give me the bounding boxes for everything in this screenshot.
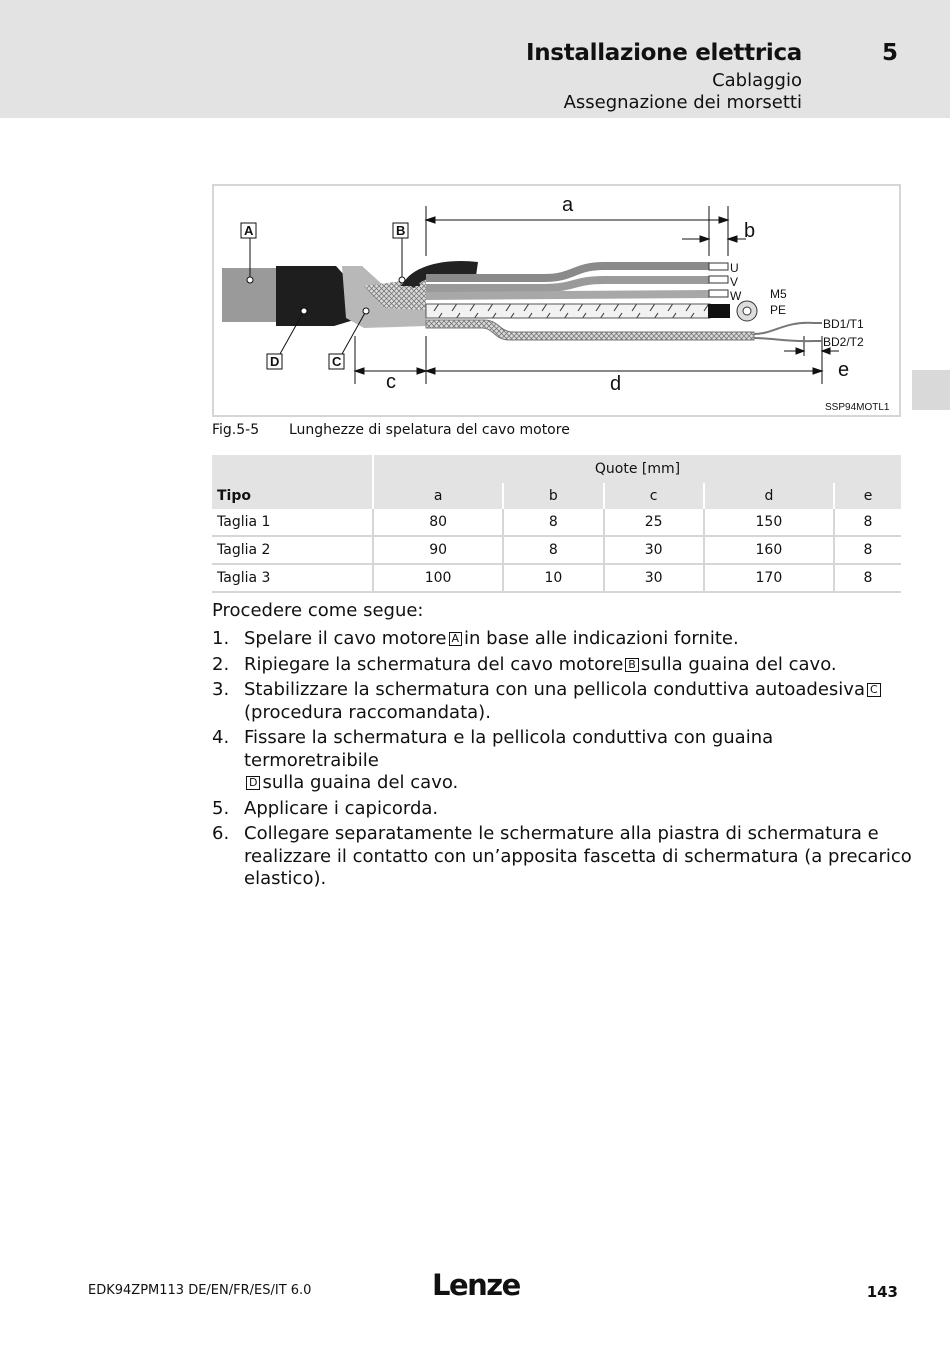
col-header-tipo: Tipo [212, 483, 373, 509]
figure-number: Fig.5-5 [212, 422, 260, 438]
procedure-intro: Procedere come segue: [212, 600, 424, 621]
cell-b: 8 [503, 509, 603, 536]
wire-u-label: U [730, 261, 739, 275]
step-text: Spelare il cavo motore [244, 628, 447, 649]
step-text: Stabilizzare la schermatura con una pellicola conduttiva autoadesiva [244, 679, 865, 700]
cable-diagram [214, 186, 899, 415]
cable-stripping-figure [212, 184, 901, 417]
col-header-b: b [503, 483, 603, 509]
cable-sheath [222, 268, 284, 322]
step-text: Applicare i capicorda. [244, 797, 439, 819]
cell-tipo: Taglia 1 [212, 509, 373, 536]
cell-tipo: Taglia 3 [212, 564, 373, 592]
cell-c: 25 [604, 509, 704, 536]
dim-a: a [562, 194, 574, 216]
cell-c: 30 [604, 564, 704, 592]
cell-a: 100 [373, 564, 503, 592]
step-number: 2. [212, 653, 230, 675]
label-B: B [396, 223, 406, 238]
step-item [212, 654, 912, 677]
label-C: C [332, 354, 342, 369]
col-header-d: d [704, 483, 834, 509]
step-number: 1. [212, 628, 230, 649]
cell-tipo: Taglia 2 [212, 536, 373, 564]
table-group-header: Quote [mm] [373, 455, 901, 483]
label-D: D [270, 354, 280, 369]
figure-caption: Lunghezze di spelatura del cavo motore [289, 422, 570, 438]
label-A: A [244, 223, 254, 238]
dim-c: c [386, 371, 396, 393]
step-text: Ripiegare la schermatura del cavo motore [244, 653, 624, 675]
step-number: 5. [212, 797, 230, 819]
subsection-title: Cablaggio [712, 70, 802, 91]
page-header [0, 0, 950, 118]
step-text: Fissare la schermatura e la pellicola conduttiva con guaina termoretraibile [244, 727, 774, 771]
step-number: 3. [212, 679, 230, 700]
step-item [212, 628, 912, 651]
part-marker: D [246, 776, 260, 790]
step-text: Collegare separatamente le schermature alla piastra di schermatura e realizzare il contatto con un’apposita fascetta di schermatura (a precarico elastico). [244, 823, 912, 889]
dimensions-table [212, 455, 901, 593]
step-text: sulla guaina del cavo. [640, 653, 837, 675]
step-text: sulla guaina del cavo. [262, 772, 459, 793]
thermal-shield [426, 320, 754, 340]
dim-e: e [838, 359, 850, 381]
subsubsection-title: Assegnazione dei morsetti [563, 92, 802, 113]
col-header-a: a [373, 483, 503, 509]
cell-b: 8 [503, 536, 603, 564]
cell-e: 8 [834, 564, 901, 592]
step-item [212, 679, 912, 724]
table-row [212, 509, 901, 536]
part-marker: C [867, 683, 881, 697]
part-marker: B [625, 658, 639, 672]
step-item [212, 798, 912, 821]
step-number: 4. [212, 727, 230, 748]
step-item [212, 823, 912, 891]
figure-code: SSP94MOTL1 [825, 402, 890, 413]
pe-label: PE [770, 303, 787, 317]
part-marker: A [449, 632, 463, 646]
table-row [212, 564, 901, 592]
chapter-number: 5 [881, 40, 898, 66]
procedure-steps [212, 628, 912, 894]
section-title: Installazione elettrica [525, 40, 802, 66]
m5-label: M5 [770, 287, 787, 301]
cell-d: 170 [704, 564, 834, 592]
chapter-side-tab [912, 370, 950, 410]
wire-v-label: V [730, 275, 739, 289]
col-header-e: e [834, 483, 901, 509]
cell-e: 8 [834, 536, 901, 564]
step-text: in base alle indicazioni fornite. [464, 628, 739, 649]
document-code: EDK94ZPM113 DE/EN/FR/ES/IT 6.0 [88, 1283, 312, 1298]
table-row [212, 536, 901, 564]
step-text: (procedura raccomandata). [244, 701, 491, 723]
bd2-label: BD2/T2 [823, 335, 864, 349]
step-number: 6. [212, 823, 230, 844]
wire-w-label: W [730, 289, 742, 303]
cell-b: 10 [503, 564, 603, 592]
col-header-c: c [604, 483, 704, 509]
lenze-logo: Lenze [432, 1268, 520, 1302]
heat-shrink-sleeve [276, 266, 354, 326]
pe-wire [426, 304, 710, 318]
cell-a: 90 [373, 536, 503, 564]
cell-d: 160 [704, 536, 834, 564]
step-item [212, 727, 912, 795]
cell-c: 30 [604, 536, 704, 564]
dim-b: b [744, 220, 756, 242]
dim-d: d [610, 373, 622, 395]
cell-a: 80 [373, 509, 503, 536]
cell-d: 150 [704, 509, 834, 536]
page-number: 143 [866, 1283, 898, 1301]
bd1-label: BD1/T1 [823, 317, 864, 331]
cell-e: 8 [834, 509, 901, 536]
